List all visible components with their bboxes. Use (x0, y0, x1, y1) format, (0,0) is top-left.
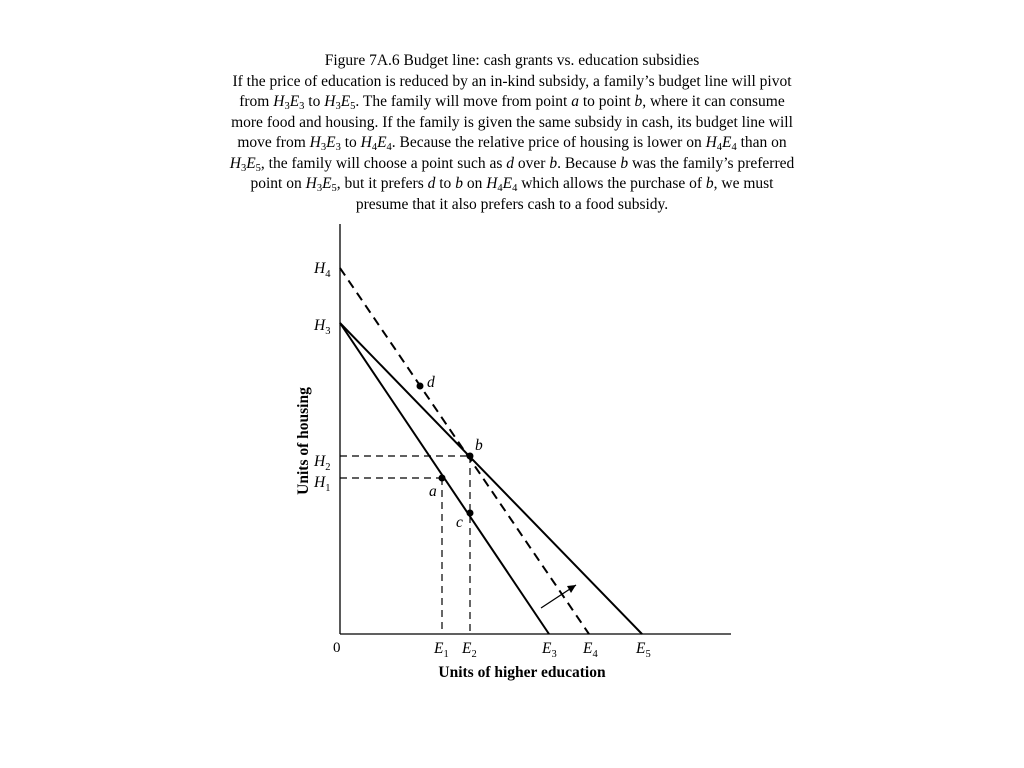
y-label-h4: $H_4$ (314, 260, 331, 280)
caption-run: E (326, 134, 336, 151)
caption-run: move from (237, 134, 310, 151)
caption-run: 5 (350, 101, 356, 112)
caption-run: 4 (386, 142, 392, 153)
x-label-e1: $E_1$ (434, 640, 449, 660)
caption-run: 4 (716, 142, 723, 153)
x-label-e3: $E_3$ (542, 640, 557, 660)
caption-run: 4 (731, 142, 737, 153)
caption-run: on (462, 175, 487, 192)
y-label-h3: $H_3$ (314, 317, 331, 337)
caption-run: , the family will choose a point such as (260, 154, 507, 172)
caption-run: d (427, 175, 436, 192)
caption-run: from (239, 93, 274, 110)
point-label-d: d (427, 374, 435, 391)
caption-run: , where it can consume (642, 93, 785, 110)
caption-run: 5 (255, 162, 261, 174)
point-c (467, 510, 474, 517)
x-label-e4: $E_4$ (583, 640, 598, 660)
caption-run: 3 (320, 142, 327, 153)
caption-run: E (722, 134, 732, 151)
caption-run: b (455, 175, 463, 192)
shift-arrow-head (567, 585, 576, 593)
caption-run: 3 (335, 101, 341, 112)
caption-run: more food and housing. If the family is given the same subsidy in cash, its budget line will (231, 113, 793, 131)
caption-run: to (304, 93, 325, 110)
caption-run: H (705, 134, 717, 151)
x-label-e5: $E_5$ (636, 640, 651, 660)
caption-run: If the price of education is reduced by an in-kind subsidy, a family’s budget line will pivot (232, 72, 792, 90)
caption-run: 5 (331, 183, 337, 194)
y-label-h1: $H_1$ (314, 474, 331, 494)
caption-run: over (514, 154, 550, 172)
caption-run: H (229, 154, 241, 172)
caption-run: to point (578, 93, 635, 110)
caption-run: 3 (284, 101, 290, 112)
caption-run: 3 (335, 142, 341, 153)
caption-run: 4 (371, 142, 378, 153)
caption-run: to (340, 134, 361, 151)
caption-run: b (549, 154, 558, 172)
caption-run: than on (736, 134, 787, 151)
point-label-b: b (475, 437, 483, 454)
caption-run: E (322, 175, 332, 192)
caption-run: , but it prefers (336, 175, 428, 192)
point-label-c: c (456, 514, 463, 531)
caption-run: b (705, 175, 714, 192)
caption-title: Figure 7A.6 Budget line: cash grants vs. education subsidies (324, 52, 700, 69)
caption-run: E (289, 93, 300, 110)
caption-run: H (486, 175, 498, 192)
caption-run: H (360, 134, 372, 151)
caption-run: H (305, 175, 317, 192)
point-b (467, 453, 474, 460)
origin-label: 0 (333, 640, 341, 656)
caption-run: which allows the purchase of (517, 175, 706, 192)
caption-run: . Because the relative price of housing is lower on (391, 134, 706, 151)
caption-run: E (502, 175, 513, 192)
caption-run: b (620, 154, 629, 172)
caption-run: E (377, 134, 387, 151)
caption-run: 3 (240, 162, 247, 174)
caption-run: H (309, 134, 321, 151)
caption-run: E (340, 93, 351, 110)
caption-run: point on (250, 175, 306, 192)
caption-run: H (273, 93, 285, 110)
budget-line-h3e5 (340, 323, 642, 634)
caption-run: , we must (713, 175, 774, 192)
caption-run: b (634, 93, 643, 110)
point-a (439, 475, 446, 482)
y-axis-title: Units of housing (295, 387, 312, 495)
point-label-a: a (429, 483, 437, 500)
caption-run: E (246, 154, 256, 172)
caption-run: d (506, 154, 515, 172)
x-axis-title: Units of higher education (438, 664, 606, 681)
caption-run: 4 (512, 183, 518, 194)
caption-run: was the family’s preferred (628, 154, 795, 172)
caption-run: presume that it also prefers cash to a food subsidy. (355, 195, 669, 213)
caption-run: a (571, 93, 579, 110)
caption-run: to (435, 175, 456, 192)
y-label-h2: $H_2$ (314, 453, 331, 473)
caption-run: . Because (557, 154, 621, 172)
caption-run: 3 (316, 183, 323, 194)
caption-run: 3 (299, 101, 305, 112)
caption-run: 4 (497, 183, 503, 194)
caption-run: . The family will move from point (355, 93, 572, 110)
caption-run: H (324, 93, 336, 110)
point-d (417, 383, 424, 390)
x-label-e2: $E_2$ (462, 640, 477, 660)
